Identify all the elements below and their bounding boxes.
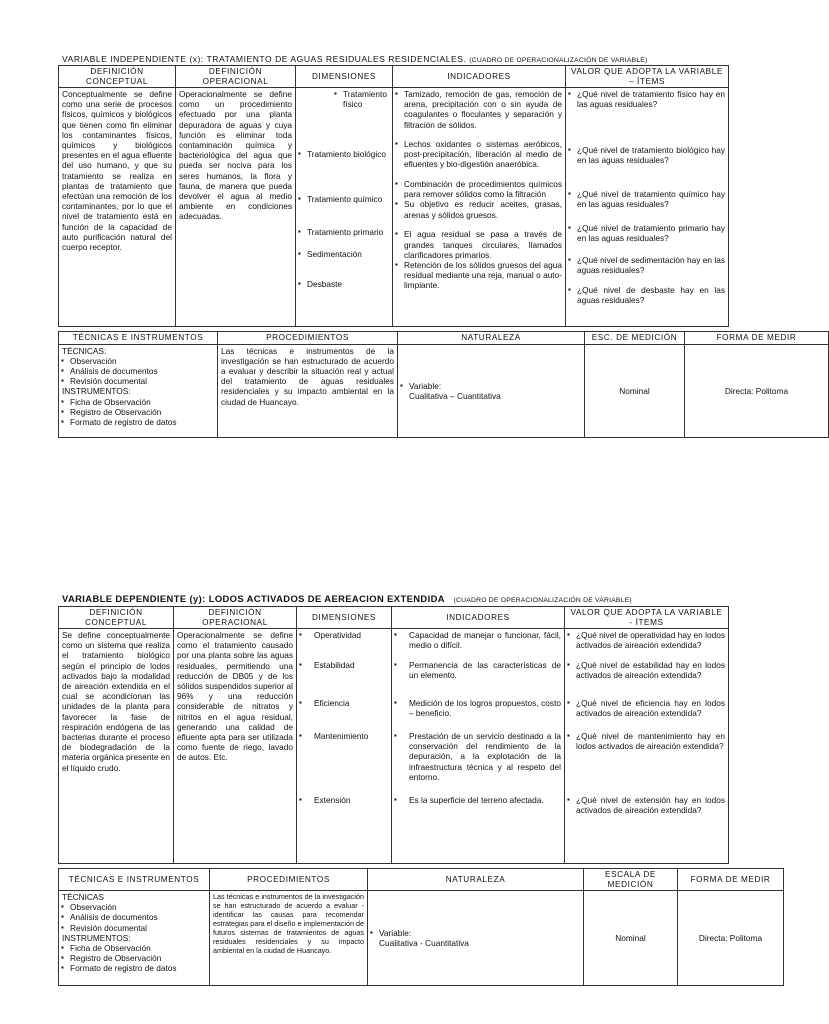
operational-definition: Operacionalmente se define como el tratamiento causado por una planta sobre las aguas residuales, permitiendo una reducción de DB05 y de los sólidos suspendidos superior al 96% y una reducción considerable de nitratos y nitritos en el agua residual, generando una calidad de efluente apta para ser utilizada como fuente de riego, lavado de autos. Etc. bbox=[174, 629, 297, 864]
indicator-item: ▪ Es la superficie del terreno afectada. bbox=[395, 795, 561, 805]
indicator-item: ▪ Permanencia de las características de un elemento. bbox=[395, 660, 561, 698]
dimension-item: ▪ Tratamiento físico bbox=[335, 89, 389, 149]
instrument-item: ▪ Formato de registro de datos bbox=[62, 417, 214, 427]
header-naturaleza: NATURALEZA bbox=[398, 332, 585, 345]
item-question: ▪ ¿Qué nivel de operatividad hay en lodos activados de aireación extendida? bbox=[568, 630, 725, 660]
technique-item: ▪ Observación bbox=[62, 356, 214, 366]
indicators-cell bbox=[393, 88, 566, 327]
nature-label: Variable: bbox=[379, 927, 412, 938]
header-tecnicas: TÉCNICAS E INSTRUMENTOS bbox=[59, 869, 210, 891]
header-indicadores: INDICADORES bbox=[393, 66, 566, 88]
indicators-cell bbox=[392, 629, 565, 864]
instrument-item: ▪ Registro de Observación bbox=[62, 953, 206, 963]
header-dimensiones: DIMENSIONES bbox=[296, 66, 393, 88]
dimensions-cell bbox=[296, 88, 393, 327]
procedures-text: Las técnicas e instrumentos de la investigación se han estructurado de acuerdo a evaluar y describir la situación real y actual del tratamiento de aguas residuales residenciales y su impacto ambiental en la ciudad de Huancayo. bbox=[218, 344, 398, 438]
header-escala: ESCALA DE MEDICIÓN bbox=[584, 869, 678, 891]
item-question: ▪ ¿Qué nivel de estabilidad hay en lodos activados de aireación extendida? bbox=[568, 660, 725, 698]
section1-title bbox=[62, 54, 648, 64]
measurement-scale: Nominal bbox=[584, 891, 678, 986]
nature-item bbox=[371, 928, 580, 948]
technique-item: ▪ Revisión documental bbox=[62, 923, 206, 933]
technique-item: ▪ Observación bbox=[62, 902, 206, 912]
item-question: ▪ ¿Qué nivel de mantenimiento hay en lodos activados de aireación extendida? bbox=[568, 731, 725, 795]
nature-label: Variable: bbox=[409, 380, 442, 391]
item-question: ▪ ¿Qué nivel de tratamiento químico hay en las aguas residuales? bbox=[569, 189, 725, 223]
dimension-item: ▪ Mantenimiento bbox=[300, 731, 388, 795]
nature-cell bbox=[398, 344, 585, 438]
indicator-item: ▪ Capacidad de manejar o funcionar, fácil, medio o difícil. bbox=[395, 630, 561, 660]
item-question: ▪ ¿Qué nivel de extensión hay en lodos activados de aireación extendida? bbox=[568, 795, 725, 815]
technique-item: ▪ Revisión documental bbox=[62, 376, 214, 386]
indicator-item: ▪ El agua residual se pasa a través de grandes tanques circulares, llamados clarificadores primarios. bbox=[396, 229, 562, 260]
items-cell bbox=[566, 88, 729, 327]
measurement-form: Directa: Politoma bbox=[685, 344, 829, 438]
measurement-scale: Nominal bbox=[585, 344, 685, 438]
technique-item: ▪ Análisis de documentos bbox=[62, 366, 214, 376]
header-operacional: DEFINICIÓN OPERACIONAL bbox=[174, 607, 297, 629]
dimension-item: ▪ Eficiencia bbox=[300, 698, 388, 731]
instrument-item: ▪ Formato de registro de datos bbox=[62, 963, 206, 973]
indicator-item: ▪ Lechos oxidantes o sistemas aeróbicos, post-precipitación, liberación al medio de efluentes y bio-digestión anaeróbica. bbox=[396, 139, 562, 179]
conceptual-definition: Conceptualmente se define como una serie de procesos físicos, químicos y biológicos que tienen como fin eliminar los contaminantes físicos, químicos y biológicos presentes en el agua efluente del uso humano, y que su tratamiento se realiza en plantas de tratamiento que efectúan una remoción de los contaminantes, por lo que el nivel de tratamiento está en función de la capacidad de auto purificación natural del cuerpo receptor. bbox=[59, 88, 176, 327]
techniques-cell bbox=[59, 891, 210, 986]
dimension-item: ▪ Estabilidad bbox=[300, 660, 388, 698]
dimension-item: ▪ Tratamiento químico bbox=[299, 194, 389, 227]
section1-main-table bbox=[58, 65, 728, 327]
section1-title-main: VARIABLE INDEPENDIENTE (x): TRATAMIENTO DE AGUAS RESIDUALES RESIDENCIALES. bbox=[62, 54, 467, 64]
header-conceptual: DEFINICIÓN CONCEPTUAL bbox=[59, 607, 174, 629]
indicator-item: ▪ Prestación de un servicio destinado a la conservación del rendimiento de la depuración, a la explotación de la infraestructura técnica y al respeto del entorno. bbox=[395, 731, 561, 795]
section2-title-note: (CUADRO DE OPERACIONALIZACIÓN DE VARIABLE) bbox=[453, 597, 632, 604]
indicator-item: ▪ Su objetivo es reducir aceites, grasas, arenas y sólidos gruesos. bbox=[396, 199, 562, 229]
dimension-item: ▪ Sedimentación bbox=[299, 249, 389, 279]
header-procedimientos: PROCEDIMIENTOS bbox=[218, 332, 398, 345]
nature-value: Cualitativa – Cuantitativa bbox=[409, 390, 501, 401]
nature-cell bbox=[368, 891, 584, 986]
item-question: ▪ ¿Qué nivel de tratamiento biológico hay en las aguas residuales? bbox=[569, 145, 725, 189]
dimension-item: ▪ Tratamiento primario bbox=[299, 227, 389, 249]
instrument-item: ▪ Ficha de Observación bbox=[62, 397, 214, 407]
items-cell bbox=[565, 629, 729, 864]
indicator-item: ▪ Tamizado, remoción de gas, remoción de arena, precipitación con o sin ayuda de coagulantes o floculantes y separación y filtración de sólidos. bbox=[396, 89, 562, 139]
dimensions-cell bbox=[297, 629, 392, 864]
header-dimensiones: DIMENSIONES bbox=[297, 607, 392, 629]
techniques-cell bbox=[59, 344, 218, 438]
nature-value: Cualitativa - Cuantitativa bbox=[379, 938, 469, 948]
instruments-label: INSTRUMENTOS: bbox=[62, 386, 131, 397]
header-conceptual: DEFINICIÓN CONCEPTUAL bbox=[59, 66, 176, 88]
header-items: VALOR QUE ADOPTA LA VARIABLE – ÍTEMS bbox=[566, 66, 729, 88]
item-question: ▪ ¿Qué nivel de tratamiento primario hay en las aguas residuales? bbox=[569, 223, 725, 255]
header-forma: FORMA DE MEDIR bbox=[685, 332, 829, 345]
procedures-text: Las técnicas e instrumentos de la investigación se han estructurado de acuerdo a evaluar - identificar las causas para recomendar estrategias para el diseño e implementación de futuros sistemas de tratamientos de aguas residuales residenciales y su impacto ambiental en la ciudad de Huancayo. bbox=[210, 891, 368, 986]
indicator-item: ▪ Medición de los logros propuestos, costo – beneficio. bbox=[395, 698, 561, 731]
section2-title bbox=[62, 593, 632, 604]
nature-item bbox=[401, 381, 581, 401]
item-question: ▪ ¿Qué nivel de eficiencia hay en lodos activados de aireación extendida? bbox=[568, 698, 725, 731]
conceptual-definition: Se define conceptualmente como un sistema que realiza el tratamiento biológico según el principio de lodos activados bajo la modalidad de aireación extendida en el cual se acondicionan las unidades de la planta para favorecer la fase de respiración endógena de las bacterias durante el proceso de biodegradación de la materia orgánica presente en el líquido crudo. bbox=[59, 629, 174, 864]
dimension-item: ▪ Extensión bbox=[300, 795, 388, 805]
item-question: ▪ ¿Qué nivel de tratamiento físico hay en las aguas residuales? bbox=[569, 89, 725, 145]
header-procedimientos: PROCEDIMIENTOS bbox=[210, 869, 368, 891]
section1-tech-table bbox=[58, 331, 797, 438]
header-escala: ESC. DE MEDICIÓN bbox=[585, 332, 685, 345]
dimension-item: ▪ Desbaste bbox=[299, 279, 389, 289]
instrument-item: ▪ Registro de Observación bbox=[62, 407, 214, 417]
measurement-form: Directa: Politoma bbox=[678, 891, 784, 986]
technique-item: ▪ Análisis de documentos bbox=[62, 912, 206, 922]
instrument-item: ▪ Ficha de Observación bbox=[62, 943, 206, 953]
section2-main-table bbox=[58, 606, 728, 864]
indicator-item: ▪ Retención de los sólidos gruesos del agua residual mediante una reja, manual o auto-limpiante. bbox=[396, 260, 562, 291]
item-question: ▪ ¿Qué nivel de sedimentación hay en las aguas residuales? bbox=[569, 255, 725, 285]
header-indicadores: INDICADORES bbox=[392, 607, 565, 629]
instruments-label: INSTRUMENTOS: bbox=[62, 932, 131, 943]
section2-tech-table bbox=[58, 868, 771, 986]
indicator-item: ▪ Combinación de procedimientos químicos para remover sólidos como la filtración bbox=[396, 179, 562, 199]
techniques-label: TÉCNICAS: bbox=[62, 345, 107, 356]
techniques-label: TÉCNICAS bbox=[62, 892, 104, 902]
operational-definition: Operacionalmente se define como un procedimiento efectuado por una planta depuradora de aguas y cuya función es eliminar toda contaminación química y bacteriológica del agua que pueda ser nociva para los seres humanos, la flora y fauna, de manera que pueda devolver el agua al medio ambiente en condiciones adecuadas. bbox=[176, 88, 296, 327]
section1-title-note: (CUADRO DE OPERACIONALIZACIÓN DE VARIABLE) bbox=[469, 57, 648, 64]
header-naturaleza: NATURALEZA bbox=[368, 869, 584, 891]
header-forma: FORMA DE MEDIR bbox=[678, 869, 784, 891]
dimension-item: ▪ Tratamiento biológico bbox=[299, 149, 389, 194]
dimension-item: ▪ Operatividad bbox=[300, 630, 388, 660]
header-items: VALOR QUE ADOPTA LA VARIABLE - ÍTEMS bbox=[565, 607, 729, 629]
header-operacional: DEFINICIÓN OPERACIONAL bbox=[176, 66, 296, 88]
item-question: ▪ ¿Qué nivel de desbaste hay en las aguas residuales? bbox=[569, 285, 725, 305]
header-tecnicas: TÉCNICAS E INSTRUMENTOS bbox=[59, 332, 218, 345]
section2-title-main: VARIABLE DEPENDIENTE (y): LODOS ACTIVADOS DE AEREACION EXTENDIDA bbox=[62, 593, 445, 604]
